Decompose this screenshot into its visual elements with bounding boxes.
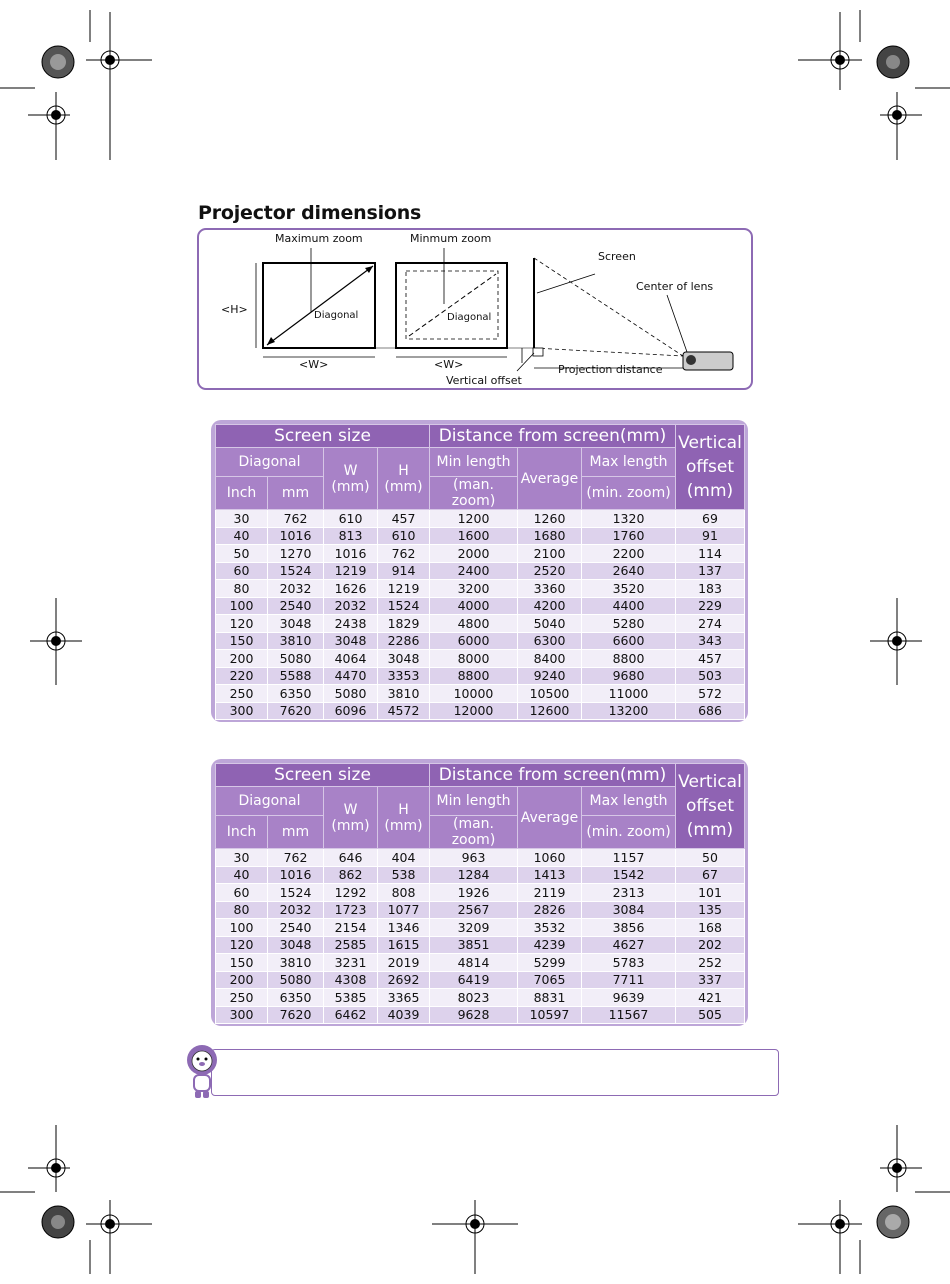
table-cell: 5299	[518, 954, 582, 972]
header-diagonal: Diagonal	[216, 448, 324, 477]
table-cell: 3048	[268, 936, 324, 954]
table-cell: 6000	[430, 632, 518, 650]
table-cell: 538	[378, 866, 430, 884]
table-cell: 5080	[268, 971, 324, 989]
table-cell: 503	[676, 667, 745, 685]
table-cell: 250	[216, 989, 268, 1007]
table-cell: 2313	[582, 884, 676, 902]
label-min-zoom: Minmum zoom	[410, 232, 492, 245]
dimensions-table-1	[211, 420, 748, 722]
table-cell: 1926	[430, 884, 518, 902]
table-cell: 101	[676, 884, 745, 902]
table-cell: 457	[676, 650, 745, 668]
table-row	[216, 667, 745, 685]
table-cell: 2119	[518, 884, 582, 902]
table-cell: 150	[216, 632, 268, 650]
table-cell: 250	[216, 685, 268, 703]
header-max-length: Max length	[582, 787, 676, 816]
table-cell: 1292	[324, 884, 378, 902]
table-cell: 300	[216, 702, 268, 720]
dimensions-table-2	[211, 759, 748, 1026]
table-cell: 1542	[582, 866, 676, 884]
header-vertical-offset: Vertical offset (mm)	[676, 425, 745, 510]
table-cell: 2585	[324, 936, 378, 954]
label-screen: Screen	[598, 250, 636, 263]
table-cell: 2438	[324, 615, 378, 633]
table-cell: 13200	[582, 702, 676, 720]
table-cell: 5080	[324, 685, 378, 703]
table-cell: 3365	[378, 989, 430, 1007]
spec-table	[215, 424, 745, 720]
table-cell: 135	[676, 901, 745, 919]
table-cell: 646	[324, 849, 378, 867]
table-cell: 1524	[378, 597, 430, 615]
table-cell: 2826	[518, 901, 582, 919]
table-cell: 6350	[268, 989, 324, 1007]
table-row	[216, 562, 745, 580]
table-cell: 11000	[582, 685, 676, 703]
table-cell: 10000	[430, 685, 518, 703]
table-cell: 1219	[378, 580, 430, 598]
table-cell: 114	[676, 545, 745, 563]
table-row	[216, 989, 745, 1007]
table-cell: 4470	[324, 667, 378, 685]
table-cell: 7711	[582, 971, 676, 989]
table-cell: 8400	[518, 650, 582, 668]
table-cell: 1346	[378, 919, 430, 937]
table-cell: 1060	[518, 849, 582, 867]
table-cell: 12000	[430, 702, 518, 720]
table-cell: 2540	[268, 597, 324, 615]
table-cell: 50	[676, 849, 745, 867]
table-cell: 40	[216, 527, 268, 545]
table-cell: 963	[430, 849, 518, 867]
table-cell: 1524	[268, 562, 324, 580]
table-cell: 8831	[518, 989, 582, 1007]
table-cell: 3810	[268, 632, 324, 650]
table-cell: 69	[676, 510, 745, 528]
table-cell: 2400	[430, 562, 518, 580]
table-cell: 1600	[430, 527, 518, 545]
table-cell: 1723	[324, 901, 378, 919]
table-cell: 1626	[324, 580, 378, 598]
table-cell: 229	[676, 597, 745, 615]
table-cell: 2640	[582, 562, 676, 580]
table-cell: 1284	[430, 866, 518, 884]
table-cell: 100	[216, 597, 268, 615]
table-cell: 1260	[518, 510, 582, 528]
table-cell: 813	[324, 527, 378, 545]
table-cell: 3532	[518, 919, 582, 937]
table-cell: 3231	[324, 954, 378, 972]
lion-mascot-icon	[182, 1044, 222, 1100]
table-cell: 3810	[268, 954, 324, 972]
label-w-1: <W>	[299, 358, 329, 371]
table-cell: 100	[216, 919, 268, 937]
table-cell: 404	[378, 849, 430, 867]
table-cell: 1615	[378, 936, 430, 954]
table-cell: 5040	[518, 615, 582, 633]
table-cell: 6350	[268, 685, 324, 703]
table-cell: 572	[676, 685, 745, 703]
table-cell: 1413	[518, 866, 582, 884]
table-cell: 4800	[430, 615, 518, 633]
table-row	[216, 971, 745, 989]
header-distance: Distance from screen(mm)	[430, 425, 676, 448]
header-w: W (mm)	[324, 787, 378, 849]
table-cell: 5080	[268, 650, 324, 668]
table-cell: 762	[268, 849, 324, 867]
table-row	[216, 685, 745, 703]
table-cell: 505	[676, 1006, 745, 1024]
table-cell: 274	[676, 615, 745, 633]
table-cell: 3520	[582, 580, 676, 598]
header-min-length: Min length	[430, 787, 518, 816]
table-cell: 6300	[518, 632, 582, 650]
table-cell: 337	[676, 971, 745, 989]
table-cell: 91	[676, 527, 745, 545]
table-cell: 4239	[518, 936, 582, 954]
table-row	[216, 650, 745, 668]
table-row	[216, 884, 745, 902]
table-cell: 6096	[324, 702, 378, 720]
table-cell: 1016	[268, 527, 324, 545]
projector-dimensions-diagram	[197, 228, 753, 390]
table-body	[216, 510, 745, 720]
table-cell: 343	[676, 632, 745, 650]
table-cell: 762	[268, 510, 324, 528]
table-cell: 10597	[518, 1006, 582, 1024]
table-cell: 300	[216, 1006, 268, 1024]
table-row	[216, 954, 745, 972]
table-cell: 4400	[582, 597, 676, 615]
table-cell: 3360	[518, 580, 582, 598]
table-cell: 2100	[518, 545, 582, 563]
table-cell: 3200	[430, 580, 518, 598]
table-cell: 1219	[324, 562, 378, 580]
table-row	[216, 597, 745, 615]
table-cell: 9628	[430, 1006, 518, 1024]
table-cell: 5783	[582, 954, 676, 972]
table-row	[216, 936, 745, 954]
table-cell: 2154	[324, 919, 378, 937]
table-cell: 30	[216, 510, 268, 528]
table-cell: 4200	[518, 597, 582, 615]
table-cell: 1016	[268, 866, 324, 884]
table-cell: 200	[216, 650, 268, 668]
header-max-length: Max length	[582, 448, 676, 477]
table-cell: 3856	[582, 919, 676, 937]
table-row	[216, 919, 745, 937]
table-cell: 2200	[582, 545, 676, 563]
table-cell: 60	[216, 562, 268, 580]
table-cell: 67	[676, 866, 745, 884]
table-cell: 610	[324, 510, 378, 528]
table-cell: 137	[676, 562, 745, 580]
table-cell: 4627	[582, 936, 676, 954]
table-cell: 3810	[378, 685, 430, 703]
note-box	[211, 1049, 779, 1096]
table-cell: 12600	[518, 702, 582, 720]
header-screen-size: Screen size	[216, 764, 430, 787]
table-cell: 808	[378, 884, 430, 902]
header-w: W (mm)	[324, 448, 378, 510]
table-cell: 7620	[268, 702, 324, 720]
label-projection-distance: Projection distance	[558, 363, 663, 376]
table-cell: 4308	[324, 971, 378, 989]
table-row	[216, 615, 745, 633]
table-cell: 120	[216, 615, 268, 633]
spec-table	[215, 763, 745, 1024]
table-cell: 2540	[268, 919, 324, 937]
table-cell: 7620	[268, 1006, 324, 1024]
table-cell: 80	[216, 580, 268, 598]
header-inch: Inch	[216, 477, 268, 510]
table-cell: 9639	[582, 989, 676, 1007]
table-cell: 610	[378, 527, 430, 545]
header-screen-size: Screen size	[216, 425, 430, 448]
table-cell: 2000	[430, 545, 518, 563]
table-row	[216, 1006, 745, 1024]
header-min-length: Min length	[430, 448, 518, 477]
header-average: Average	[518, 787, 582, 849]
table-row	[216, 510, 745, 528]
table-cell: 914	[378, 562, 430, 580]
table-cell: 60	[216, 884, 268, 902]
table-cell: 1077	[378, 901, 430, 919]
table-cell: 3048	[268, 615, 324, 633]
table-cell: 1320	[582, 510, 676, 528]
table-cell: 5280	[582, 615, 676, 633]
table-cell: 2032	[268, 901, 324, 919]
header-distance: Distance from screen(mm)	[430, 764, 676, 787]
table-cell: 9240	[518, 667, 582, 685]
table-cell: 2692	[378, 971, 430, 989]
table-cell: 120	[216, 936, 268, 954]
table-row	[216, 702, 745, 720]
table-body	[216, 849, 745, 1024]
table-cell: 150	[216, 954, 268, 972]
header-diagonal: Diagonal	[216, 787, 324, 816]
table-cell: 3048	[324, 632, 378, 650]
table-cell: 252	[676, 954, 745, 972]
header-mm: mm	[268, 816, 324, 849]
table-row	[216, 580, 745, 598]
table-cell: 5385	[324, 989, 378, 1007]
table-cell: 1760	[582, 527, 676, 545]
table-cell: 50	[216, 545, 268, 563]
table-cell: 4572	[378, 702, 430, 720]
table-cell: 80	[216, 901, 268, 919]
table-cell: 686	[676, 702, 745, 720]
header-min-zoom: (min. zoom)	[582, 816, 676, 849]
table-cell: 3209	[430, 919, 518, 937]
table-cell: 220	[216, 667, 268, 685]
table-cell: 8800	[430, 667, 518, 685]
table-row	[216, 545, 745, 563]
table-cell: 2567	[430, 901, 518, 919]
table-cell: 4000	[430, 597, 518, 615]
table-cell: 40	[216, 866, 268, 884]
label-vertical-offset: Vertical offset	[446, 374, 522, 387]
table-cell: 2286	[378, 632, 430, 650]
table-cell: 3084	[582, 901, 676, 919]
table-cell: 7065	[518, 971, 582, 989]
header-man-zoom: (man. zoom)	[430, 816, 518, 849]
table-cell: 4064	[324, 650, 378, 668]
table-cell: 6419	[430, 971, 518, 989]
label-h: <H>	[221, 303, 248, 316]
label-diagonal-1: Diagonal	[314, 310, 359, 321]
table-cell: 3353	[378, 667, 430, 685]
header-man-zoom: (man. zoom)	[430, 477, 518, 510]
table-cell: 9680	[582, 667, 676, 685]
section-title: Projector dimensions	[198, 202, 422, 224]
table-cell: 202	[676, 936, 745, 954]
table-cell: 2520	[518, 562, 582, 580]
table-cell: 1829	[378, 615, 430, 633]
table-cell: 6462	[324, 1006, 378, 1024]
table-cell: 4039	[378, 1006, 430, 1024]
table-cell: 2032	[324, 597, 378, 615]
table-row	[216, 866, 745, 884]
table-cell: 421	[676, 989, 745, 1007]
table-cell: 8000	[430, 650, 518, 668]
table-cell: 1157	[582, 849, 676, 867]
table-cell: 3048	[378, 650, 430, 668]
header-vertical-offset: Vertical offset (mm)	[676, 764, 745, 849]
table-row	[216, 527, 745, 545]
table-cell: 183	[676, 580, 745, 598]
table-cell: 1016	[324, 545, 378, 563]
table-row	[216, 901, 745, 919]
table-cell: 168	[676, 919, 745, 937]
table-cell: 2019	[378, 954, 430, 972]
label-w-2: <W>	[434, 358, 464, 371]
table-row	[216, 849, 745, 867]
table-cell: 3851	[430, 936, 518, 954]
table-cell: 1680	[518, 527, 582, 545]
header-h: H (mm)	[378, 787, 430, 849]
table-cell: 762	[378, 545, 430, 563]
label-diagonal-2: Diagonal	[447, 312, 492, 323]
table-cell: 30	[216, 849, 268, 867]
table-cell: 8800	[582, 650, 676, 668]
table-cell: 1524	[268, 884, 324, 902]
table-cell: 1270	[268, 545, 324, 563]
header-h: H (mm)	[378, 448, 430, 510]
table-cell: 1200	[430, 510, 518, 528]
label-max-zoom: Maximum zoom	[275, 232, 363, 245]
table-cell: 2032	[268, 580, 324, 598]
table-cell: 862	[324, 866, 378, 884]
table-cell: 11567	[582, 1006, 676, 1024]
table-cell: 5588	[268, 667, 324, 685]
table-cell: 4814	[430, 954, 518, 972]
label-center-of-lens: Center of lens	[636, 280, 714, 293]
table-cell: 10500	[518, 685, 582, 703]
table-cell: 200	[216, 971, 268, 989]
table-cell: 8023	[430, 989, 518, 1007]
header-average: Average	[518, 448, 582, 510]
header-min-zoom: (min. zoom)	[582, 477, 676, 510]
table-cell: 457	[378, 510, 430, 528]
table-row	[216, 632, 745, 650]
header-inch: Inch	[216, 816, 268, 849]
table-cell: 6600	[582, 632, 676, 650]
header-mm: mm	[268, 477, 324, 510]
